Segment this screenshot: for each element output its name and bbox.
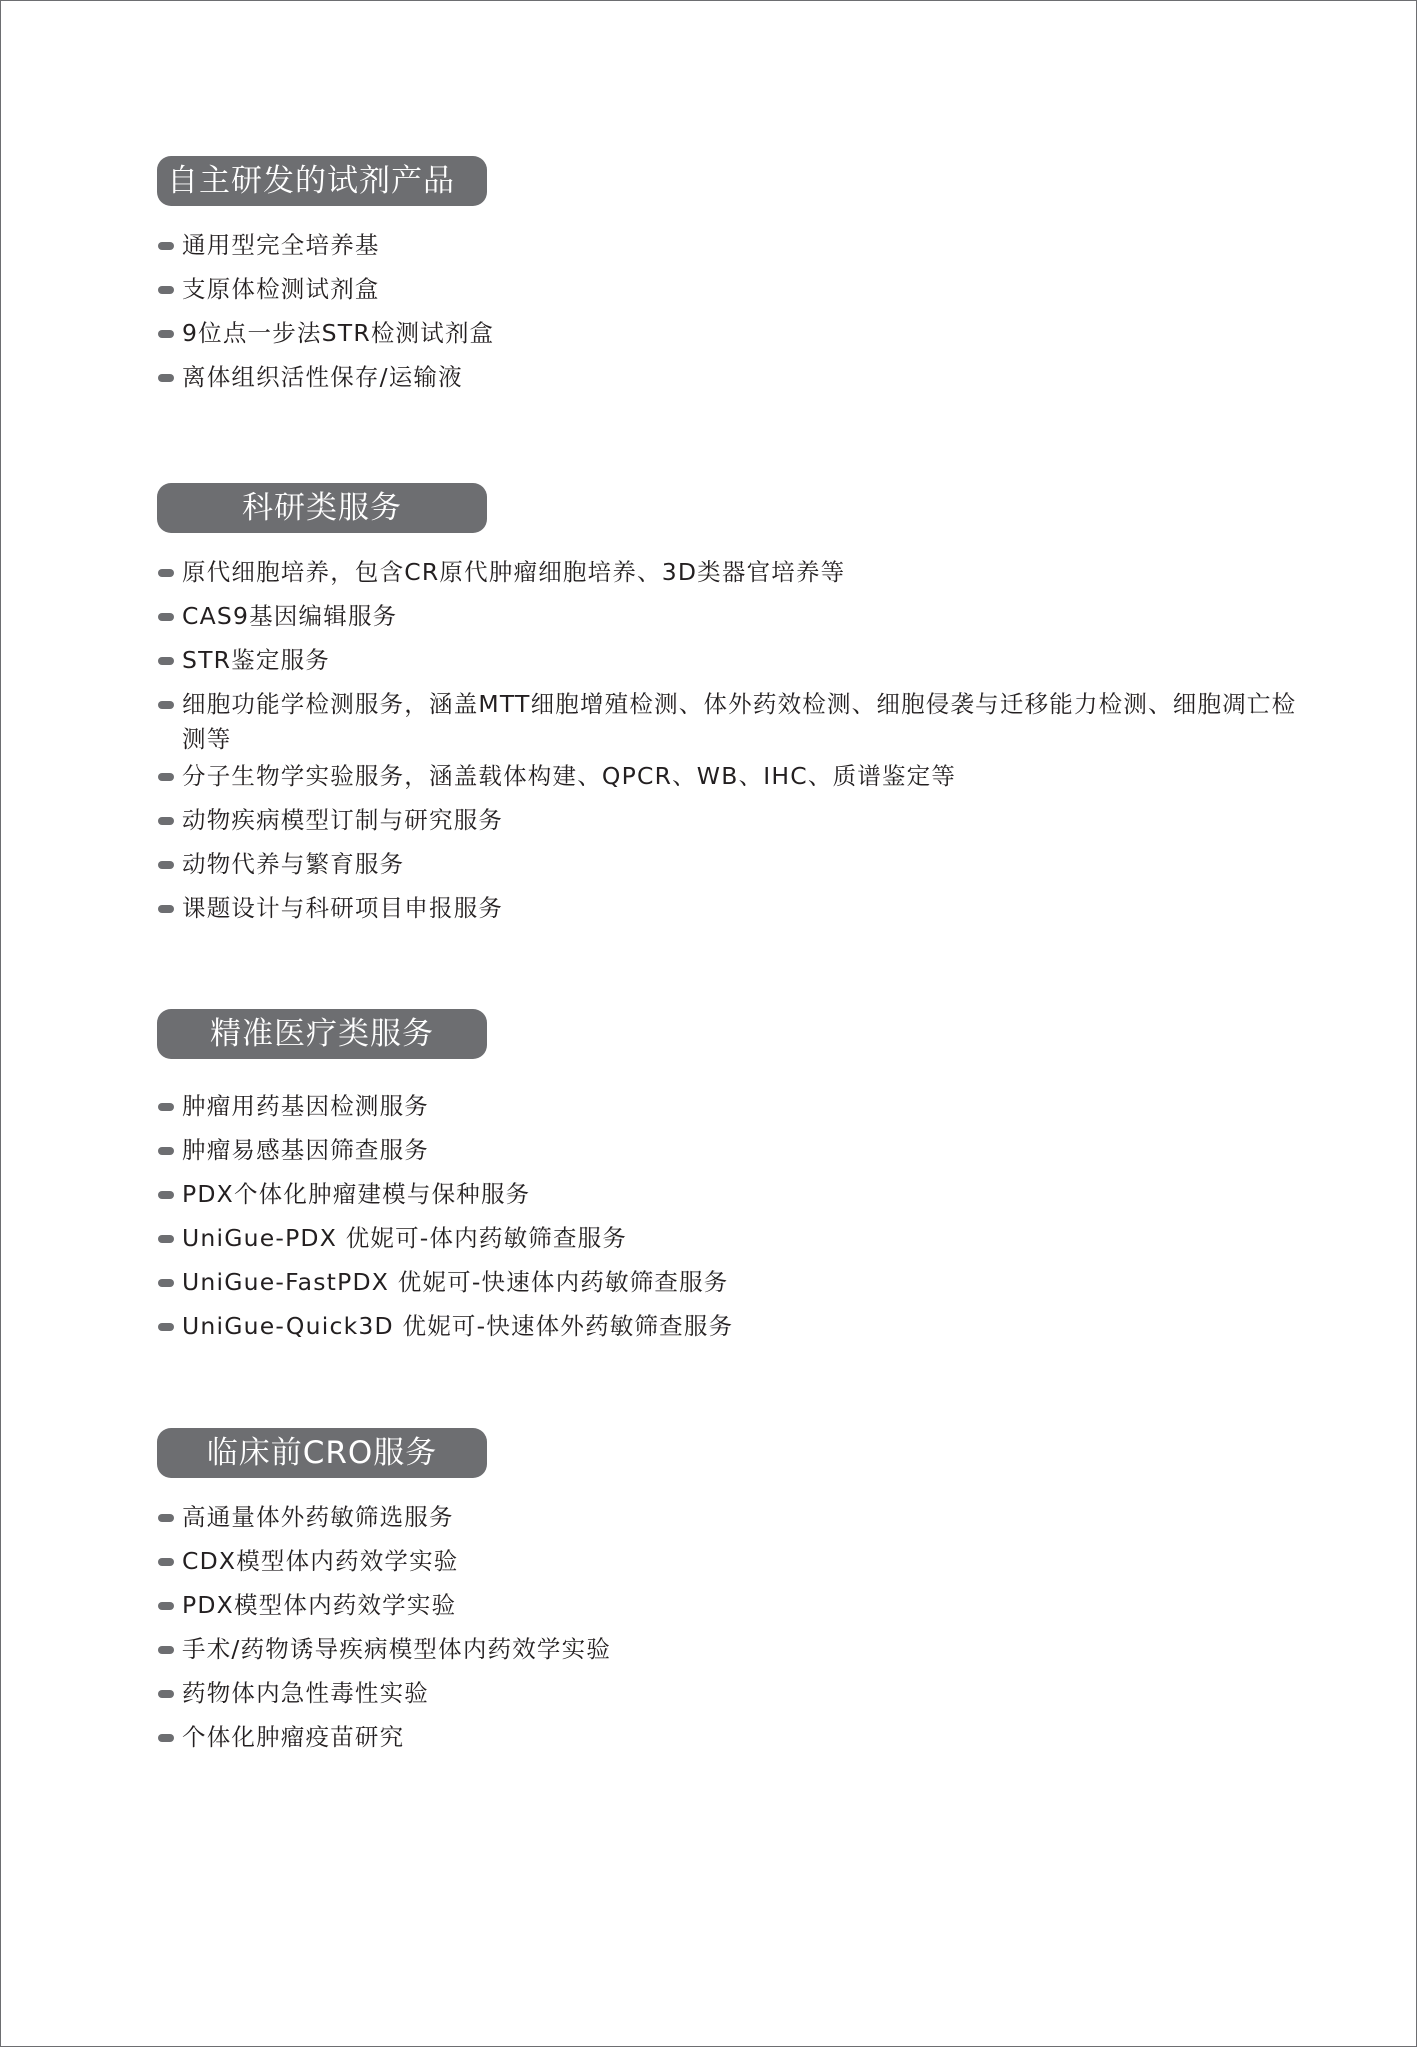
list-item: UniGue-Quick3D 优妮可-快速体外药敏筛查服务 — [157, 1309, 1307, 1344]
bullet-icon — [158, 1235, 174, 1243]
bullet-icon — [158, 374, 174, 382]
list-item: 手术/药物诱导疾病模型体内药效学实验 — [157, 1632, 1307, 1667]
bullet-icon — [158, 1323, 174, 1331]
bullet-icon — [158, 1147, 174, 1155]
item-list — [157, 555, 1307, 926]
bullet-icon — [158, 1602, 174, 1610]
list-item: 肿瘤用药基因检测服务 — [157, 1089, 1307, 1124]
list-item: 细胞功能学检测服务，涵盖MTT细胞增殖检测、体外药效检测、细胞侵袭与迁移能力检测、细胞凋亡检测等 — [157, 687, 1307, 757]
list-item: 通用型完全培养基 — [157, 228, 1307, 263]
section-reagent-products — [157, 156, 1307, 404]
bullet-icon — [158, 1690, 174, 1698]
list-item: 高通量体外药敏筛选服务 — [157, 1500, 1307, 1535]
section-precision-medicine-services — [157, 1009, 1307, 1353]
bullet-icon — [158, 773, 174, 781]
list-item: CAS9基因编辑服务 — [157, 599, 1307, 634]
list-item: CDX模型体内药效学实验 — [157, 1544, 1307, 1579]
list-item: 药物体内急性毒性实验 — [157, 1676, 1307, 1711]
bullet-icon — [158, 1103, 174, 1111]
bullet-icon — [158, 1646, 174, 1654]
section-research-services — [157, 483, 1307, 935]
list-item: PDX模型体内药效学实验 — [157, 1588, 1307, 1623]
list-item: PDX个体化肿瘤建模与保种服务 — [157, 1177, 1307, 1212]
list-item: 离体组织活性保存/运输液 — [157, 360, 1307, 395]
item-list — [157, 1500, 1307, 1755]
bullet-icon — [158, 1558, 174, 1566]
bullet-icon — [158, 1279, 174, 1287]
item-list — [157, 1089, 1307, 1344]
bullet-icon — [158, 569, 174, 577]
item-list — [157, 228, 1307, 395]
section-preclinical-cro-services — [157, 1428, 1307, 1764]
section-title: 精准医疗类服务 — [157, 1009, 487, 1059]
section-title: 临床前CRO服务 — [157, 1428, 487, 1478]
bullet-icon — [158, 1191, 174, 1199]
list-item: STR鉴定服务 — [157, 643, 1307, 678]
list-item: 原代细胞培养，包含CR原代肿瘤细胞培养、3D类器官培养等 — [157, 555, 1307, 590]
bullet-icon — [158, 905, 174, 913]
bullet-icon — [158, 817, 174, 825]
bullet-icon — [158, 1514, 174, 1522]
bullet-icon — [158, 613, 174, 621]
section-title: 自主研发的试剂产品 — [157, 156, 487, 206]
list-item: 个体化肿瘤疫苗研究 — [157, 1720, 1307, 1755]
bullet-icon — [158, 330, 174, 338]
list-item: 肿瘤易感基因筛查服务 — [157, 1133, 1307, 1168]
bullet-icon — [158, 701, 174, 709]
list-item: 9位点一步法STR检测试剂盒 — [157, 316, 1307, 351]
list-item: 课题设计与科研项目申报服务 — [157, 891, 1307, 926]
list-item: UniGue-PDX 优妮可-体内药敏筛查服务 — [157, 1221, 1307, 1256]
bullet-icon — [158, 242, 174, 250]
list-item: 动物疾病模型订制与研究服务 — [157, 803, 1307, 838]
bullet-icon — [158, 657, 174, 665]
list-item: 分子生物学实验服务，涵盖载体构建、QPCR、WB、IHC、质谱鉴定等 — [157, 759, 1307, 794]
list-item: 支原体检测试剂盒 — [157, 272, 1307, 307]
bullet-icon — [158, 1734, 174, 1742]
bullet-icon — [158, 286, 174, 294]
section-title: 科研类服务 — [157, 483, 487, 533]
list-item: 动物代养与繁育服务 — [157, 847, 1307, 882]
list-item: UniGue-FastPDX 优妮可-快速体内药敏筛查服务 — [157, 1265, 1307, 1300]
bullet-icon — [158, 861, 174, 869]
